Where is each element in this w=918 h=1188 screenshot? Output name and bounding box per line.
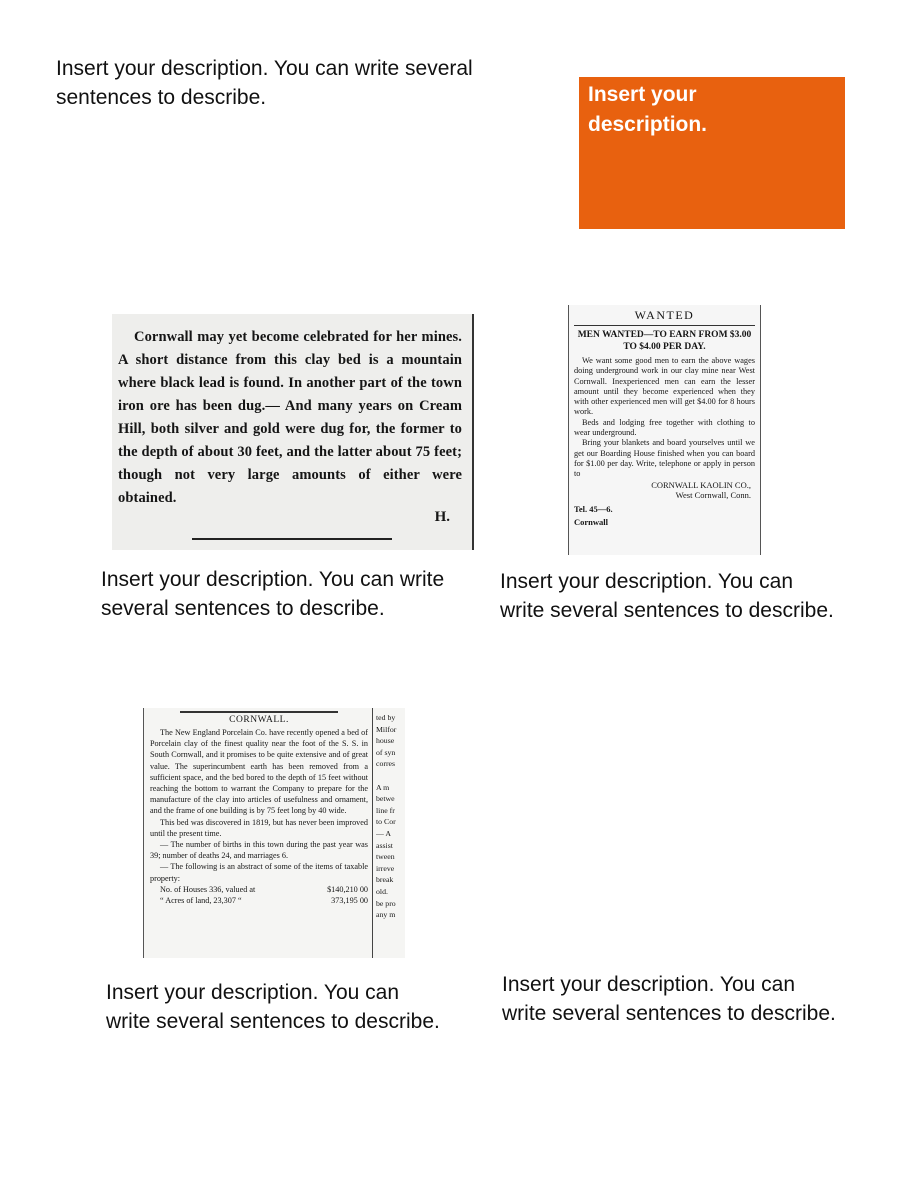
clipping-divider [180,711,338,713]
clipping-paragraph: — The number of births in this town during the past year was 39; number of deaths 24, and marriages 6. [150,840,368,861]
side-column-line: — A [376,828,391,838]
clipping-body [150,727,368,884]
property-row [150,895,368,906]
caption-1: Insert your description. You can write several sentences to describe. [101,568,445,620]
newspaper-clipping-porcelain [143,708,405,958]
side-column-line: betwe [376,794,395,804]
side-column-line: be pro [376,898,396,908]
property-label: No. of Houses 336, valued at [160,884,256,894]
caption-3: Insert your description. You can write several sentences to describe. [106,981,440,1033]
side-column-line: to Cor [376,817,396,827]
clipping-body [574,356,755,480]
clipping-paragraph: The New England Porcelain Co. have recently opened a bed of Porcelain clay of the finest quality near the foot of the S. S. in South Cornwall, and it promises to be quite extensive and of great value. The superincumbent earth has been removed from a sufficient space, and the bed bored to the depth of 15 feet without reaching the bottom to warrant the Company to prepare for the manufacture of the clay into articles of usefulness and ornament, and the frame of one building is by 75 feet long by 40 wide. [150,728,368,816]
newspaper-clipping-mines [112,314,474,550]
clipping-subheading: MEN WANTED—TO EARN FROM $3.00 TO $4.00 PER DAY. [577,330,752,352]
clipping-main-column [144,708,373,958]
clipping-paragraph: Beds and lodging free together with clothing to wear underground. [574,417,755,438]
property-row [150,884,368,895]
clipping-town: Cornwall [574,516,608,527]
clipping-paragraph: — The following is an abstract of some of the items of taxable property: [150,862,368,883]
clipping-divider [192,538,392,540]
clipping-signature: H. [434,509,450,525]
side-column-line: corres [376,759,396,769]
clipping-paragraph: Bring your blankets and board yourselves until we get our Boarding House finished when you can board for $1.00 per day. Write, telephone or apply in person to [574,438,755,479]
side-column-line: any m [376,910,396,920]
property-value: $140,210 00 [327,884,368,894]
side-column-line: of syn [376,747,396,757]
side-column-line: assist [376,840,393,850]
callout-box [579,77,845,229]
clipping-paragraph: Cornwall may yet become celebrated for her mines. A short distance from this clay bed is a mountain where black lead is found. In another part of the town iron ore has been dug.— And many years on Cream Hill, both silver and gold were dug for, the former to the depth of about 30 feet, and the latter about 75 feet; though not very large amounts of either were obtained. [118,329,462,506]
clipping-paragraph: We want some good men to earn the above wages doing underground work in our clay mine near West Cornwall. Inexperienced men can earn the lesser amount until they become experienced when they with other experienced men will get $4.00 for 8 hours work. [574,356,755,417]
clipping-body [112,314,472,510]
callout-text: Insert your description. [588,83,708,136]
clipping-paragraph: This bed was discovered in 1819, but has never been improved until the present time. [150,817,368,838]
clipping-address: West Cornwall, Conn. [675,490,751,501]
side-column-line: A m [376,782,390,792]
side-column-line: old. [376,886,388,896]
side-column-line: tween [376,852,395,862]
caption-2: Insert your description. You can write several sentences to describe. [500,570,834,622]
side-column-line [376,770,405,782]
side-column-line: line fr [376,805,395,815]
clipping-heading: WANTED [634,308,695,322]
side-column-line: house [376,736,395,746]
intro-description: Insert your description. You can write several sentences to describe. [56,57,473,109]
side-column-line: irreve [376,863,395,873]
caption-4: Insert your description. You can write several sentences to describe. [502,973,836,1025]
property-value: 373,195 00 [331,895,368,905]
clipping-heading: CORNWALL. [229,715,289,725]
side-column-line: break [376,875,394,885]
clipping-company: CORNWALL KAOLIN CO., [651,479,751,490]
property-label: “ Acres of land, 23,307 “ [160,895,242,905]
side-column-line: Milfor [376,724,397,734]
clipping-divider [574,325,755,326]
newspaper-clipping-wanted [568,305,761,555]
side-column-line: ted by [376,713,396,722]
clipping-telephone: Tel. 45—6. [574,503,613,514]
clipping-side-column [376,712,405,921]
